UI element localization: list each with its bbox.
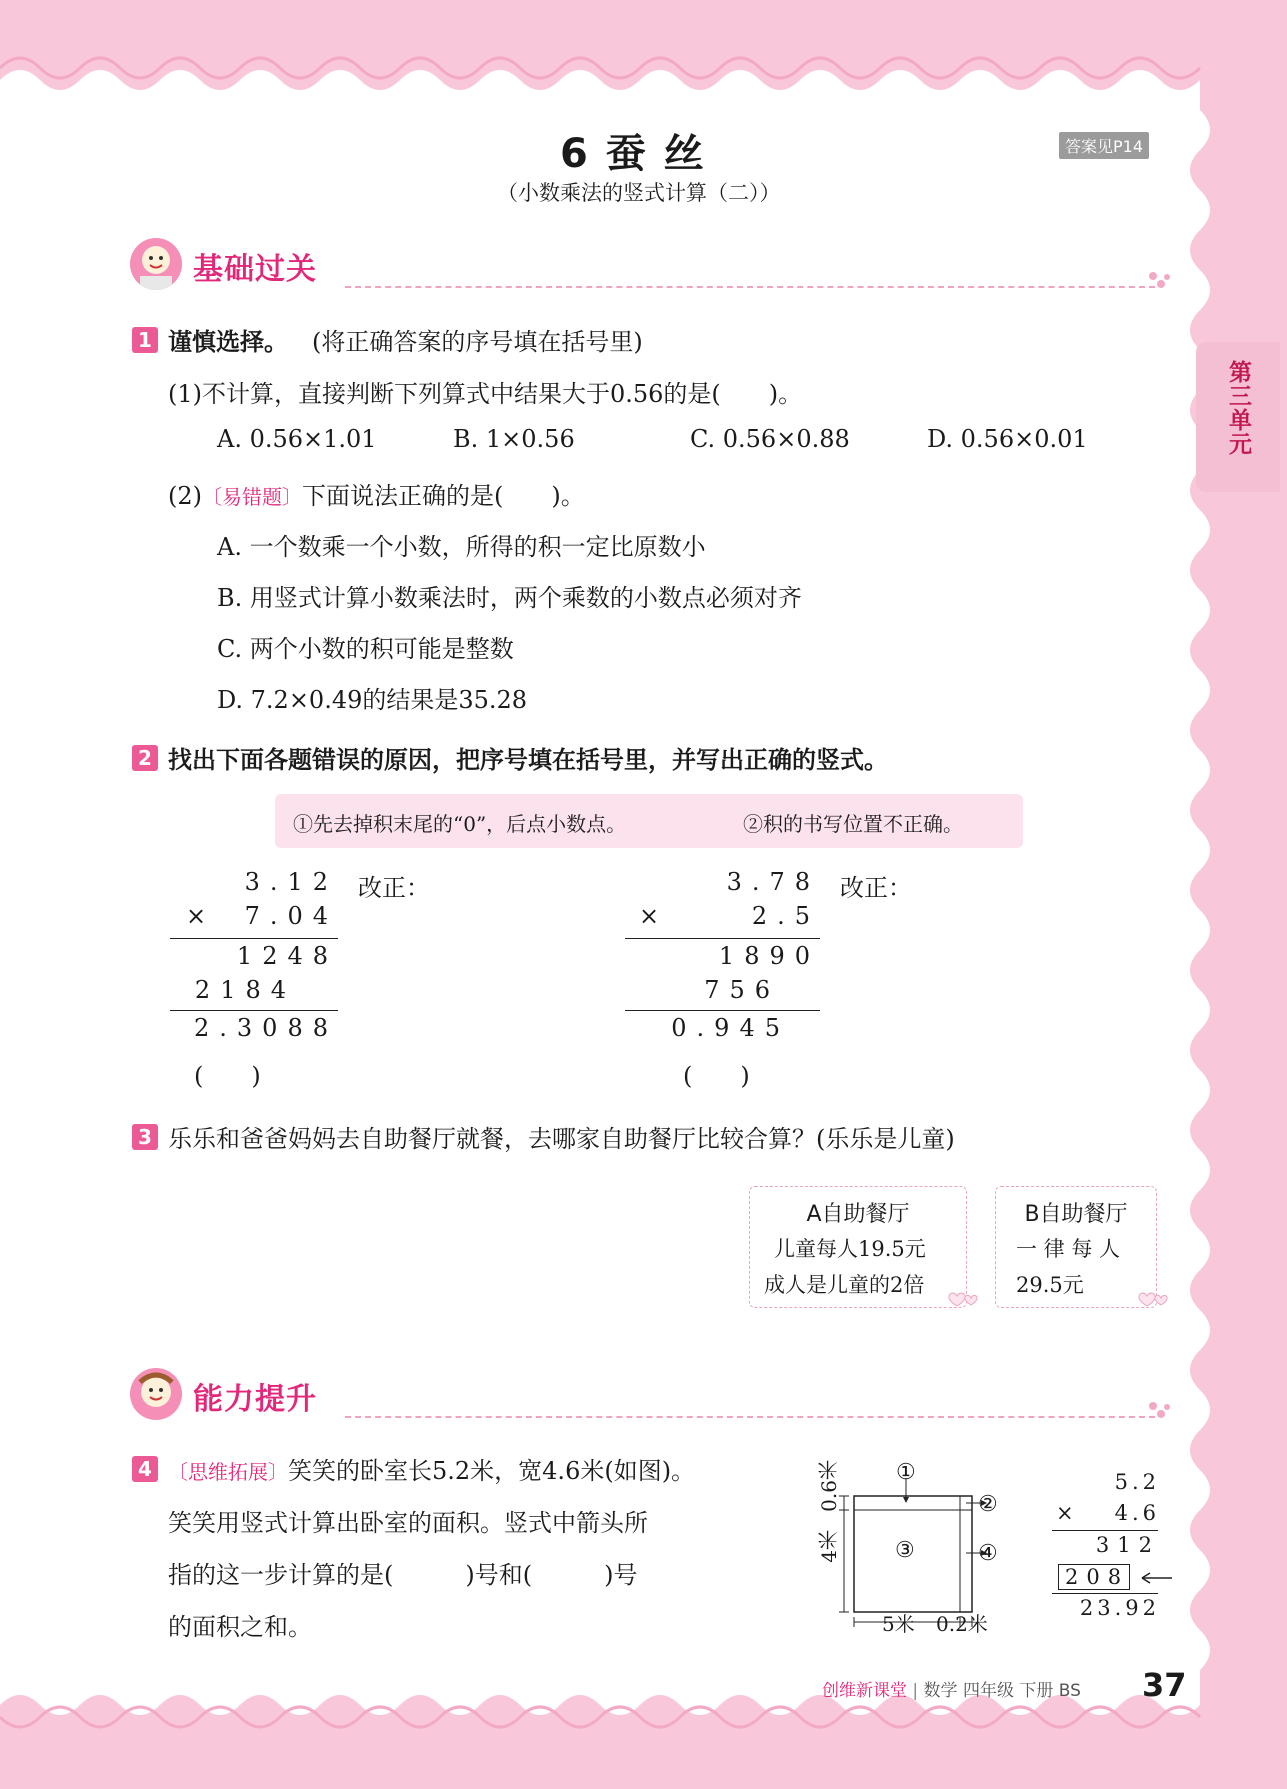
calc2-partial-1: 1890 bbox=[718, 942, 820, 970]
restaurant-b-title: B自助餐厅 bbox=[1024, 1202, 1128, 1227]
q2-heading: 找出下面各题错误的原因，把序号填在括号里，并写出正确的竖式。 bbox=[168, 746, 888, 774]
calc3-result: 23.92 bbox=[1079, 1596, 1160, 1620]
mascot-icon bbox=[130, 1368, 182, 1420]
section-divider bbox=[345, 286, 1155, 288]
q1-part1-option-c[interactable]: C. 0.56×0.88 bbox=[690, 425, 850, 453]
q3-text: 乐乐和爸爸妈妈去自助餐厅就餐，去哪家自助餐厅比较合算？(乐乐是儿童) bbox=[168, 1125, 955, 1153]
calc2-result: 0.945 bbox=[671, 1014, 790, 1042]
calc3-line-2 bbox=[1052, 1593, 1158, 1594]
q1-heading-note: (将正确答案的序号填在括号里) bbox=[312, 328, 643, 356]
calc2-line-1 bbox=[625, 938, 820, 939]
q4-line-2: 笑笑用竖式计算出卧室的面积。竖式中箭头所 bbox=[168, 1509, 648, 1537]
reason-hint-box bbox=[275, 794, 1023, 848]
footer-book-info: 数学 四年级 下册 BS bbox=[923, 1681, 1081, 1701]
calc1-operator: × bbox=[186, 902, 217, 930]
question-number-1: 1 bbox=[132, 327, 158, 353]
dots-decoration-icon bbox=[1147, 1400, 1171, 1420]
footer-brand: 创维新课堂 bbox=[822, 1681, 907, 1701]
calc2-partial-2: 756 bbox=[704, 976, 780, 1004]
vertical-calculation-1 bbox=[168, 868, 338, 1088]
question-number-3: 3 bbox=[132, 1124, 158, 1150]
dots-decoration-icon bbox=[1147, 270, 1171, 290]
region-3-label: ③ bbox=[895, 1538, 915, 1563]
reason-2: ②积的书写位置不正确。 bbox=[743, 812, 963, 836]
q1-part1-option-b[interactable]: B. 1×0.56 bbox=[453, 425, 575, 453]
calc1-correct-label: 改正： bbox=[358, 874, 430, 902]
q1-part2-stem: 下面说法正确的是( )。 bbox=[302, 482, 585, 510]
calc2-multiplicand: 3.78 bbox=[726, 868, 820, 896]
q1-heading: 谨慎选择。 bbox=[168, 328, 288, 356]
q1-part2-line bbox=[168, 476, 585, 511]
calc1-line-1 bbox=[170, 938, 338, 939]
q1-part1-option-d[interactable]: D. 0.56×0.01 bbox=[927, 425, 1088, 453]
calc2-multiplier: 2.5 bbox=[751, 902, 820, 930]
hearts-decoration-icon bbox=[948, 1290, 982, 1312]
restaurant-a-card bbox=[749, 1186, 967, 1308]
q4-line-1-row bbox=[168, 1451, 695, 1486]
section-divider bbox=[345, 1416, 1155, 1418]
q1-part2-tag: 〔易错题〕 bbox=[202, 485, 302, 509]
q1-part1-stem: (1)不计算，直接判断下列算式中结果大于0.56的是( )。 bbox=[168, 380, 803, 408]
q1-part2-prefix: (2) bbox=[168, 482, 202, 510]
q1-part2-option-b[interactable]: B. 用竖式计算小数乘法时，两个乘数的小数点必须对齐 bbox=[217, 584, 802, 612]
calc2-operator: × bbox=[639, 902, 670, 930]
restaurant-a-line-2: 成人是儿童的2倍 bbox=[764, 1273, 925, 1297]
page-subtitle: （小数乘法的竖式计算（二）） bbox=[497, 181, 781, 205]
calc2-correct-label: 改正： bbox=[840, 874, 912, 902]
calc1-answer-blank[interactable]: ( ) bbox=[194, 1062, 261, 1090]
calc1-result: 2.3088 bbox=[194, 1014, 338, 1042]
region-2-label: ② bbox=[978, 1492, 998, 1517]
q1-part2-option-c[interactable]: C. 两个小数的积可能是整数 bbox=[217, 635, 514, 663]
unit-tab-label: 第三单元 bbox=[1225, 360, 1251, 456]
dim-top-label: 0.6米 bbox=[817, 1460, 841, 1512]
q4-line-1: 笑笑的卧室长5.2米，宽4.6米(如图)。 bbox=[288, 1457, 696, 1485]
dim-left-label: 4米 bbox=[817, 1530, 841, 1563]
answer-reference-badge: 答案见P14 bbox=[1059, 132, 1149, 159]
dim-bottom-b-label: 0.2米 bbox=[936, 1612, 988, 1636]
page-title: 6 蚕 丝 bbox=[560, 131, 706, 177]
region-4-label: ④ bbox=[978, 1541, 998, 1566]
q4-tag: 〔思维拓展〕 bbox=[168, 1460, 288, 1484]
calc1-partial-2: 2184 bbox=[194, 976, 296, 1004]
calc2-line-2 bbox=[625, 1010, 820, 1011]
q1-part2-option-d[interactable]: D. 7.2×0.49的结果是35.28 bbox=[217, 686, 528, 714]
restaurant-a-line-1: 儿童每人19.5元 bbox=[774, 1237, 926, 1261]
region-1-label: ① bbox=[896, 1460, 916, 1485]
question-number-4: 4 bbox=[132, 1456, 158, 1482]
reason-1: ①先去掉积末尾的“0”，后点小数点。 bbox=[293, 812, 627, 836]
unit-tab[interactable] bbox=[1196, 342, 1280, 492]
question-number-2: 2 bbox=[132, 745, 158, 771]
calc1-partial-1: 1248 bbox=[236, 942, 338, 970]
q4-line-3: 指的这一步计算的是( )号和( )号 bbox=[168, 1561, 638, 1589]
dim-bottom-a-label: 5米 bbox=[882, 1612, 915, 1636]
calc1-line-2 bbox=[170, 1010, 338, 1011]
restaurant-b-line-1: 一 律 每 人 bbox=[1016, 1237, 1121, 1261]
restaurant-a-title: A自助餐厅 bbox=[806, 1202, 910, 1227]
calc2-answer-blank[interactable]: ( ) bbox=[683, 1062, 750, 1090]
calc1-multiplicand: 3.12 bbox=[244, 868, 338, 896]
q1-part1-option-a[interactable]: A. 0.56×1.01 bbox=[217, 425, 377, 453]
calc3-multiplicand: 5.2 bbox=[1114, 1470, 1160, 1494]
page-number: 37 bbox=[1142, 1666, 1187, 1704]
restaurant-b-card bbox=[995, 1186, 1157, 1308]
section-advance-heading: 能力提升 bbox=[193, 1382, 317, 1417]
calc3-partial-2-boxed: 208 bbox=[1058, 1564, 1130, 1590]
footer-info: 创维新课堂 | 数学 四年级 下册 BS bbox=[822, 1681, 1081, 1701]
hearts-decoration-icon bbox=[1138, 1290, 1172, 1312]
q4-line-4: 的面积之和。 bbox=[168, 1613, 312, 1641]
calc3-multiplier: 4.6 bbox=[1114, 1501, 1160, 1525]
calc3-operator: × bbox=[1056, 1501, 1084, 1525]
calc3-partial-1: 312 bbox=[1095, 1533, 1160, 1557]
calc1-multiplier: 7.04 bbox=[244, 902, 338, 930]
restaurant-b-line-2: 29.5元 bbox=[1016, 1273, 1084, 1297]
mascot-icon bbox=[130, 238, 182, 290]
q1-part2-option-a[interactable]: A. 一个数乘一个小数，所得的积一定比原数小 bbox=[217, 533, 706, 561]
calc3-line-1 bbox=[1052, 1530, 1158, 1531]
arrow-left-icon bbox=[1138, 1570, 1174, 1586]
vertical-calculation-2 bbox=[625, 868, 820, 1088]
section-basic-heading: 基础过关 bbox=[193, 252, 317, 287]
vertical-calculation-3 bbox=[1050, 1470, 1160, 1630]
